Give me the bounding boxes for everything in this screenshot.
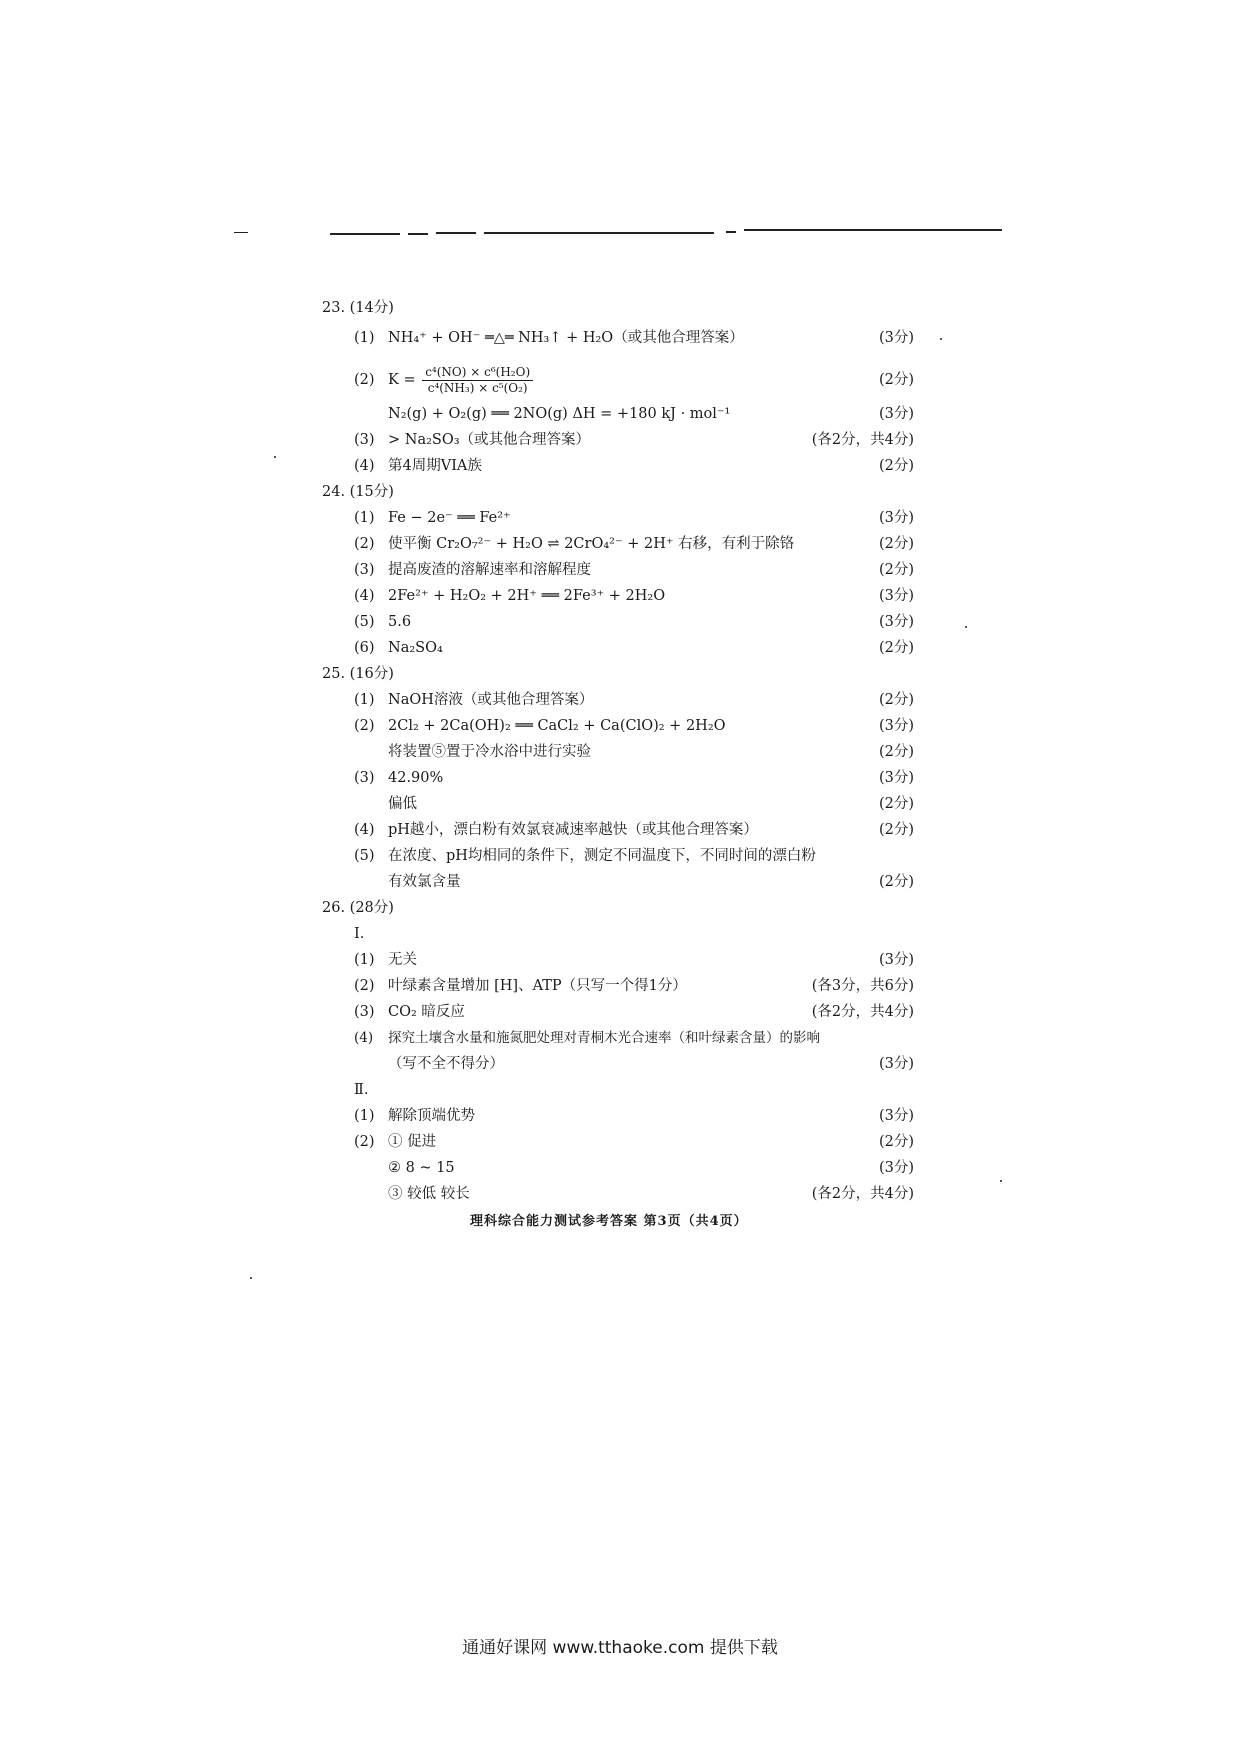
q26-header: 26. (28分) xyxy=(322,900,394,916)
q23-header: 23. (14分) xyxy=(322,300,394,316)
q25-item-4: (3) 42.90% (3分) xyxy=(354,770,914,786)
q26-i-item-5: （写不全不得分） (3分) xyxy=(388,1056,914,1072)
q25-item-3: 将装置⑤置于冷水浴中进行实验 (2分) xyxy=(388,744,914,760)
q24-item-6: (6) Na₂SO₄ (2分) xyxy=(354,640,914,656)
q23-item-2: (2) K = $\frac{\text{c⁴(NO) × c⁶(H₂O)}}{\text{c⁴(NH₃) × c⁵(O₂)}}$ (2分) xyxy=(354,364,914,395)
margin-mark xyxy=(234,232,248,233)
q25-item-5: 偏低 (2分) xyxy=(388,796,914,812)
q25-item-6: (4) pH越小，漂白粉有效氯衰减速率越快（或其他合理答案） (2分) xyxy=(354,822,914,838)
q25-header: 25. (16分) xyxy=(322,666,394,682)
q23-item-1: (1) NH₄⁺ + OH⁻ ═△═ NH₃↑ + H₂O（或其他合理答案） (3分) xyxy=(354,330,914,346)
q26-ii-item-3: ② 8 ~ 15 (3分) xyxy=(388,1160,914,1176)
header-rule-4 xyxy=(484,232,714,234)
q26-ii-item-4: ③ 较低 较长 (各2分，共4分) xyxy=(388,1186,914,1202)
q25-item-8: 有效氯含量 (2分) xyxy=(388,874,914,890)
q26-part-1-label: Ⅰ. xyxy=(354,926,365,942)
scan-speck xyxy=(1000,1180,1002,1182)
q24-item-2: (2) 使平衡 Cr₂O₇²⁻ + H₂O ⇌ 2CrO₄²⁻ + 2H⁺ 右移，有利于除铬 (2分) xyxy=(354,536,914,552)
q25-item-2: (2) 2Cl₂ + 2Ca(OH)₂ ══ CaCl₂ + Ca(ClO)₂ + 2H₂O (3分) xyxy=(354,718,914,734)
header-rule-5 xyxy=(726,231,736,233)
q23-item-3: N₂(g) + O₂(g) ══ 2NO(g) ΔH = +180 kJ · mol⁻¹ (3分) xyxy=(388,406,914,422)
q26-i-item-2: (2) 叶绿素含量增加 [H]、ATP（只写一个得1分） (各3分，共6分) xyxy=(354,978,914,994)
q24-header: 24. (15分) xyxy=(322,484,394,500)
q24-item-1: (1) Fe − 2e⁻ ══ Fe²⁺ (3分) xyxy=(354,510,914,526)
q23-item-4: (3) > Na₂SO₃（或其他合理答案） (各2分，共4分) xyxy=(354,432,914,448)
q26-ii-item-1: (1) 解除顶端优势 (3分) xyxy=(354,1108,914,1124)
header-rule-6 xyxy=(744,229,1002,231)
q25-item-7: (5) 在浓度、pH均相同的条件下，测定不同温度下，不同时间的漂白粉 xyxy=(354,848,816,864)
q24-item-3: (3) 提高废渣的溶解速率和溶解程度 (2分) xyxy=(354,562,914,578)
scan-speck xyxy=(965,626,967,628)
header-rule-2 xyxy=(408,233,428,235)
page-footer: 理科综合能力测试参考答案 第3页（共4页） xyxy=(470,1214,748,1229)
equilibrium-fraction: $\frac{\text{c⁴(NO) × c⁶(H₂O)}}{\text{c⁴(NH₃) × c⁵(O₂)}}$ xyxy=(422,365,533,396)
q23-item-5: (4) 第4周期VIA族 (2分) xyxy=(354,458,914,474)
scan-speck xyxy=(250,1277,252,1279)
watermark-text: 通通好课网 www.tthaoke.com 提供下载 xyxy=(462,1638,778,1658)
scan-speck xyxy=(274,456,276,458)
q24-item-4: (4) 2Fe²⁺ + H₂O₂ + 2H⁺ ══ 2Fe³⁺ + 2H₂O (3分) xyxy=(354,588,914,604)
q26-ii-item-2: (2) ① 促进 (2分) xyxy=(354,1134,914,1150)
q24-item-5: (5) 5.6 (3分) xyxy=(354,614,914,630)
q26-i-item-4: (4) 探究土壤含水量和施氮肥处理对青桐木光合速率（和叶绿素含量）的影响 xyxy=(354,1030,820,1046)
header-rule-3 xyxy=(436,232,476,234)
q26-i-item-3: (3) CO₂ 暗反应 (各2分，共4分) xyxy=(354,1004,914,1020)
header-rule-1 xyxy=(330,233,400,235)
q25-item-1: (1) NaOH溶液（或其他合理答案） (2分) xyxy=(354,692,914,708)
scan-speck xyxy=(940,338,942,340)
q26-part-2-label: Ⅱ. xyxy=(354,1082,369,1098)
q26-i-item-1: (1) 无关 (3分) xyxy=(354,952,914,968)
